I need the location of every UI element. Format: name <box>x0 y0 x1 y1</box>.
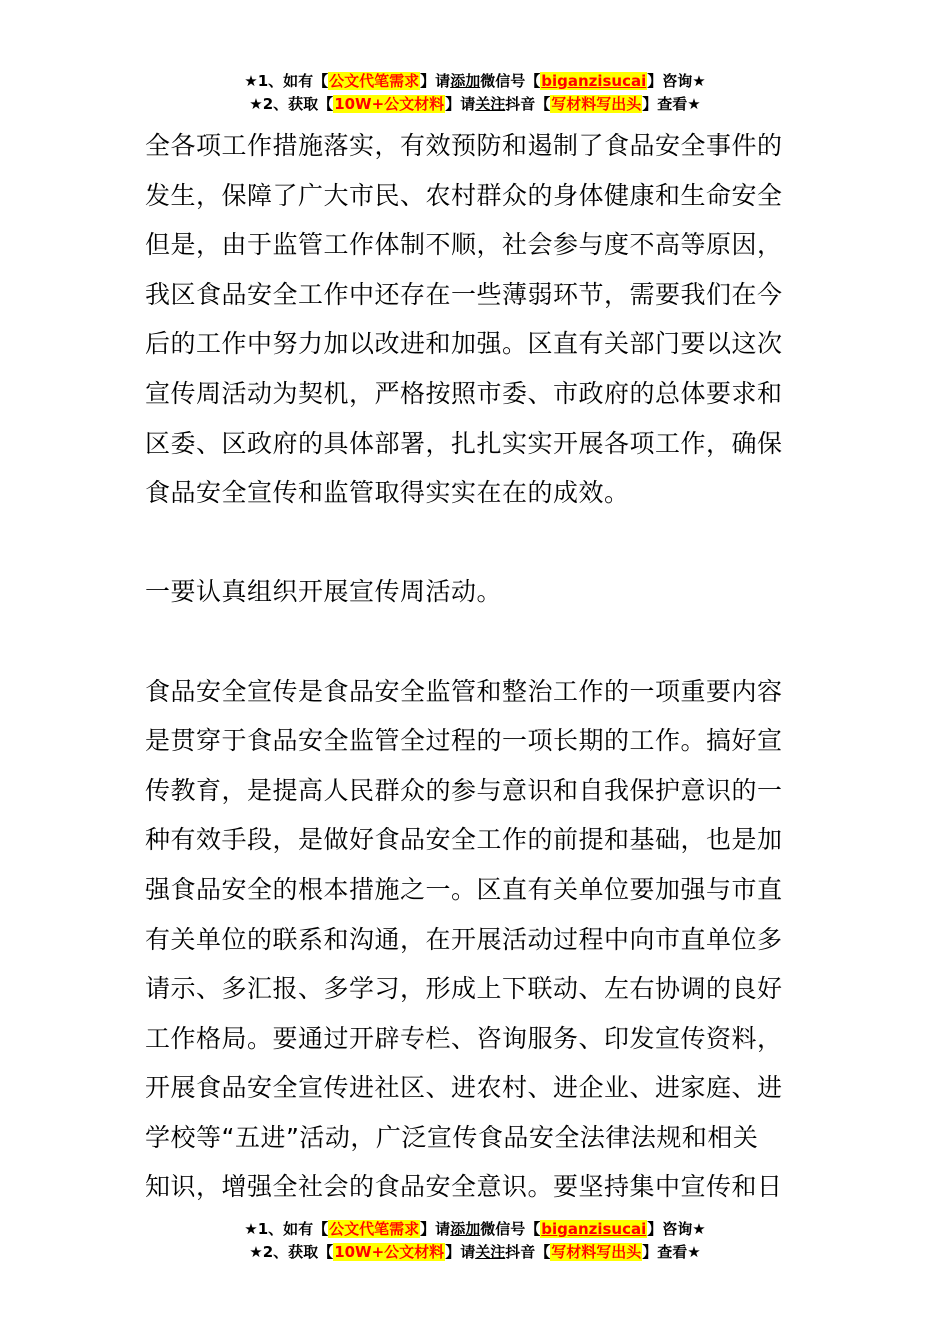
banner-text: 】请 <box>420 72 451 90</box>
paragraph-2 <box>145 667 807 1213</box>
text-line: 种有效手段，是做好食品安全工作的前提和基础，也是加 <box>145 825 783 855</box>
text-line: 开展食品安全宣传进社区、进农村、进企业、进家庭、进 <box>145 1073 783 1103</box>
text-line: 食品安全宣传是食品安全监管和整治工作的一项重要内容 <box>145 676 783 706</box>
text-line: 但是，由于监管工作体制不顺，社会参与度不高等原因， <box>145 230 783 260</box>
text-line: 请示、多汇报、多学习，形成上下联动、左右协调的良好 <box>145 974 783 1004</box>
header-banner <box>0 70 950 116</box>
footer-banner-line-1 <box>0 1218 950 1241</box>
paragraph-1 <box>145 121 807 518</box>
text-line: 区委、区政府的具体部署，扎扎实实开展各项工作，确保 <box>145 428 783 458</box>
footer-banner <box>0 1218 950 1264</box>
text-line: 食品安全宣传和监管取得实实在在的成效。 <box>145 478 630 508</box>
document-body <box>145 121 807 1212</box>
text-line: 学校等“五进”活动，广泛宣传食品安全法律法规和相关 <box>145 1122 759 1152</box>
banner-emphasis: 关注 <box>475 1243 506 1261</box>
text-line: 宣传周活动为契机，严格按照市委、市政府的总体要求和 <box>145 378 783 408</box>
service-highlight: 公文代笔需求 <box>329 72 420 90</box>
banner-text: 】请 <box>420 1220 451 1238</box>
paragraph-spacer <box>145 617 807 667</box>
banner-text: ★2、获取【 <box>249 1243 334 1261</box>
text-line: 工作格局。要通过开辟专栏、咨询服务、印发宣传资料， <box>145 1023 783 1053</box>
banner-emphasis: 添加 <box>450 1220 481 1238</box>
banner-text: 】咨询★ <box>647 1220 706 1238</box>
banner-text: ★2、获取【 <box>249 95 334 113</box>
footer-banner-line-2 <box>0 1241 950 1264</box>
header-banner-line-1 <box>0 70 950 93</box>
text-line: 传教育，是提高人民群众的参与意识和自我保护意识的一 <box>145 775 783 805</box>
header-banner-line-2 <box>0 93 950 116</box>
text-line: 是贯穿于食品安全监管全过程的一项长期的工作。搞好宣 <box>145 726 783 756</box>
section-heading: 一要认真组织开展宣传周活动。 <box>145 577 503 607</box>
banner-text: 微信号【 <box>480 1220 541 1238</box>
text-line: 我区食品安全工作中还存在一些薄弱环节，需要我们在今 <box>145 279 783 309</box>
banner-emphasis: 添加 <box>450 72 481 90</box>
banner-emphasis: 关注 <box>475 95 506 113</box>
banner-text: 抖音【 <box>505 1243 551 1261</box>
banner-text: 微信号【 <box>480 72 541 90</box>
materials-highlight: 10W+公文材料 <box>334 95 445 113</box>
materials-highlight: 10W+公文材料 <box>334 1243 445 1261</box>
text-line: 强食品安全的根本措施之一。区直有关单位要加强与市直 <box>145 874 783 904</box>
douyin-account-highlight: 写材料写出头 <box>551 95 642 113</box>
wechat-id-link[interactable]: biganzisucai <box>541 72 647 90</box>
text-line: 有关单位的联系和沟通，在开展活动过程中向市直单位多 <box>145 924 783 954</box>
text-line: 后的工作中努力加以改进和加强。区直有关部门要以这次 <box>145 329 783 359</box>
banner-text: 】请 <box>445 95 476 113</box>
banner-text: 】咨询★ <box>647 72 706 90</box>
text-line: 知识，增强全社会的食品安全意识。要坚持集中宣传和日 <box>145 1172 783 1202</box>
text-line: 发生，保障了广大市民、农村群众的身体健康和生命安全 <box>145 180 783 210</box>
banner-text: 抖音【 <box>505 95 551 113</box>
banner-text: 】请 <box>445 1243 476 1261</box>
service-highlight: 公文代笔需求 <box>329 1220 420 1238</box>
text-line: 全各项工作措施落实，有效预防和遏制了食品安全事件的 <box>145 131 783 160</box>
banner-text: ★1、如有【 <box>244 72 329 90</box>
douyin-account-highlight: 写材料写出头 <box>551 1243 642 1261</box>
paragraph-spacer <box>145 518 807 568</box>
banner-text: ★1、如有【 <box>244 1220 329 1238</box>
wechat-id-link[interactable]: biganzisucai <box>541 1220 647 1238</box>
banner-text: 】查看★ <box>642 95 701 113</box>
banner-text: 】查看★ <box>642 1243 701 1261</box>
